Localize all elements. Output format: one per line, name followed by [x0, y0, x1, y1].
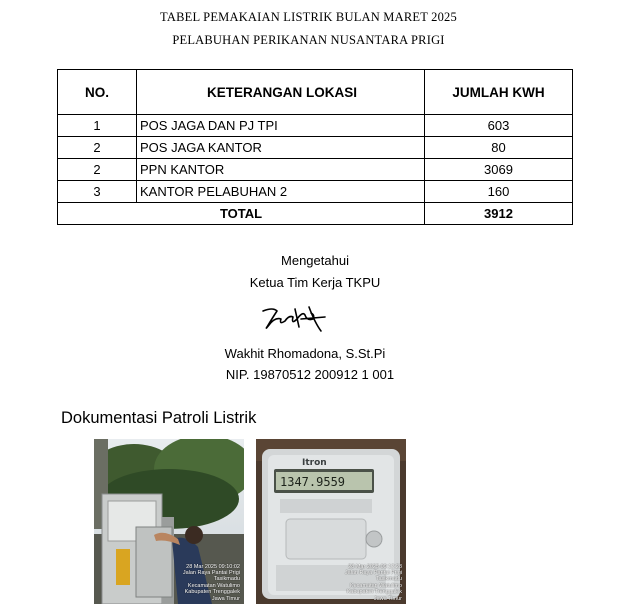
electricity-usage-table — [57, 69, 573, 225]
approval-label: Mengetahui — [281, 253, 349, 268]
row-location: POS JAGA DAN PJ TPI — [137, 115, 425, 137]
approver-role: Ketua Tim Kerja TKPU — [249, 275, 381, 290]
table-row — [58, 181, 573, 203]
row-location: PPN KANTOR — [137, 159, 425, 181]
row-no: 1 — [58, 115, 137, 137]
table-row — [58, 137, 573, 159]
row-no: 3 — [58, 181, 137, 203]
approver-nip: NIP. 19870512 200912 1 001 — [225, 367, 395, 382]
approver-name: Wakhit Rhomadona, S.St.Pi — [224, 346, 386, 361]
svg-text:1347.9559: 1347.9559 — [280, 475, 346, 489]
total-label: TOTAL — [58, 203, 425, 225]
photo2-timestamp: 28 Mar 2025 09:12:28 Jalan Raya Pantai Prigi Tasikmadu Kecamatan Watulimo Kabupaten Trenggalek Jawa Timur — [344, 563, 402, 602]
table-total-row — [58, 203, 573, 225]
documentation-title: Dokumentasi Patroli Listrik — [61, 409, 257, 427]
total-value: 3912 — [425, 203, 573, 225]
row-kwh: 603 — [425, 115, 573, 137]
row-no: 2 — [58, 159, 137, 181]
row-no: 2 — [58, 137, 137, 159]
meter-brand: Itron — [302, 458, 327, 468]
table-row — [58, 159, 573, 181]
handwritten-signature — [255, 297, 330, 337]
table-header-row — [58, 70, 573, 115]
row-location: POS JAGA KANTOR — [137, 137, 425, 159]
table-row — [58, 115, 573, 137]
row-kwh: 3069 — [425, 159, 573, 181]
header-kwh: JUMLAH KWH — [425, 70, 573, 115]
row-location: KANTOR PELABUHAN 2 — [137, 181, 425, 203]
document-subtitle: PELABUHAN PERIKANAN NUSANTARA PRIGI — [172, 33, 445, 47]
patrol-photo-panel — [94, 439, 244, 604]
row-kwh: 160 — [425, 181, 573, 203]
document-title: TABEL PEMAKAIAN LISTRIK BULAN MARET 2025 — [160, 10, 457, 24]
photo1-timestamp: 28 Mar 2025 09:10:02 Jalan Raya Pantai Prigi Tasikmadu Kecamatan Watulimo Kabupaten Trenggalek Jawa Timur — [182, 563, 240, 602]
header-location: KETERANGAN LOKASI — [137, 70, 425, 115]
row-kwh: 80 — [425, 137, 573, 159]
header-no: NO. — [58, 70, 137, 115]
patrol-photo-meter — [256, 439, 406, 604]
